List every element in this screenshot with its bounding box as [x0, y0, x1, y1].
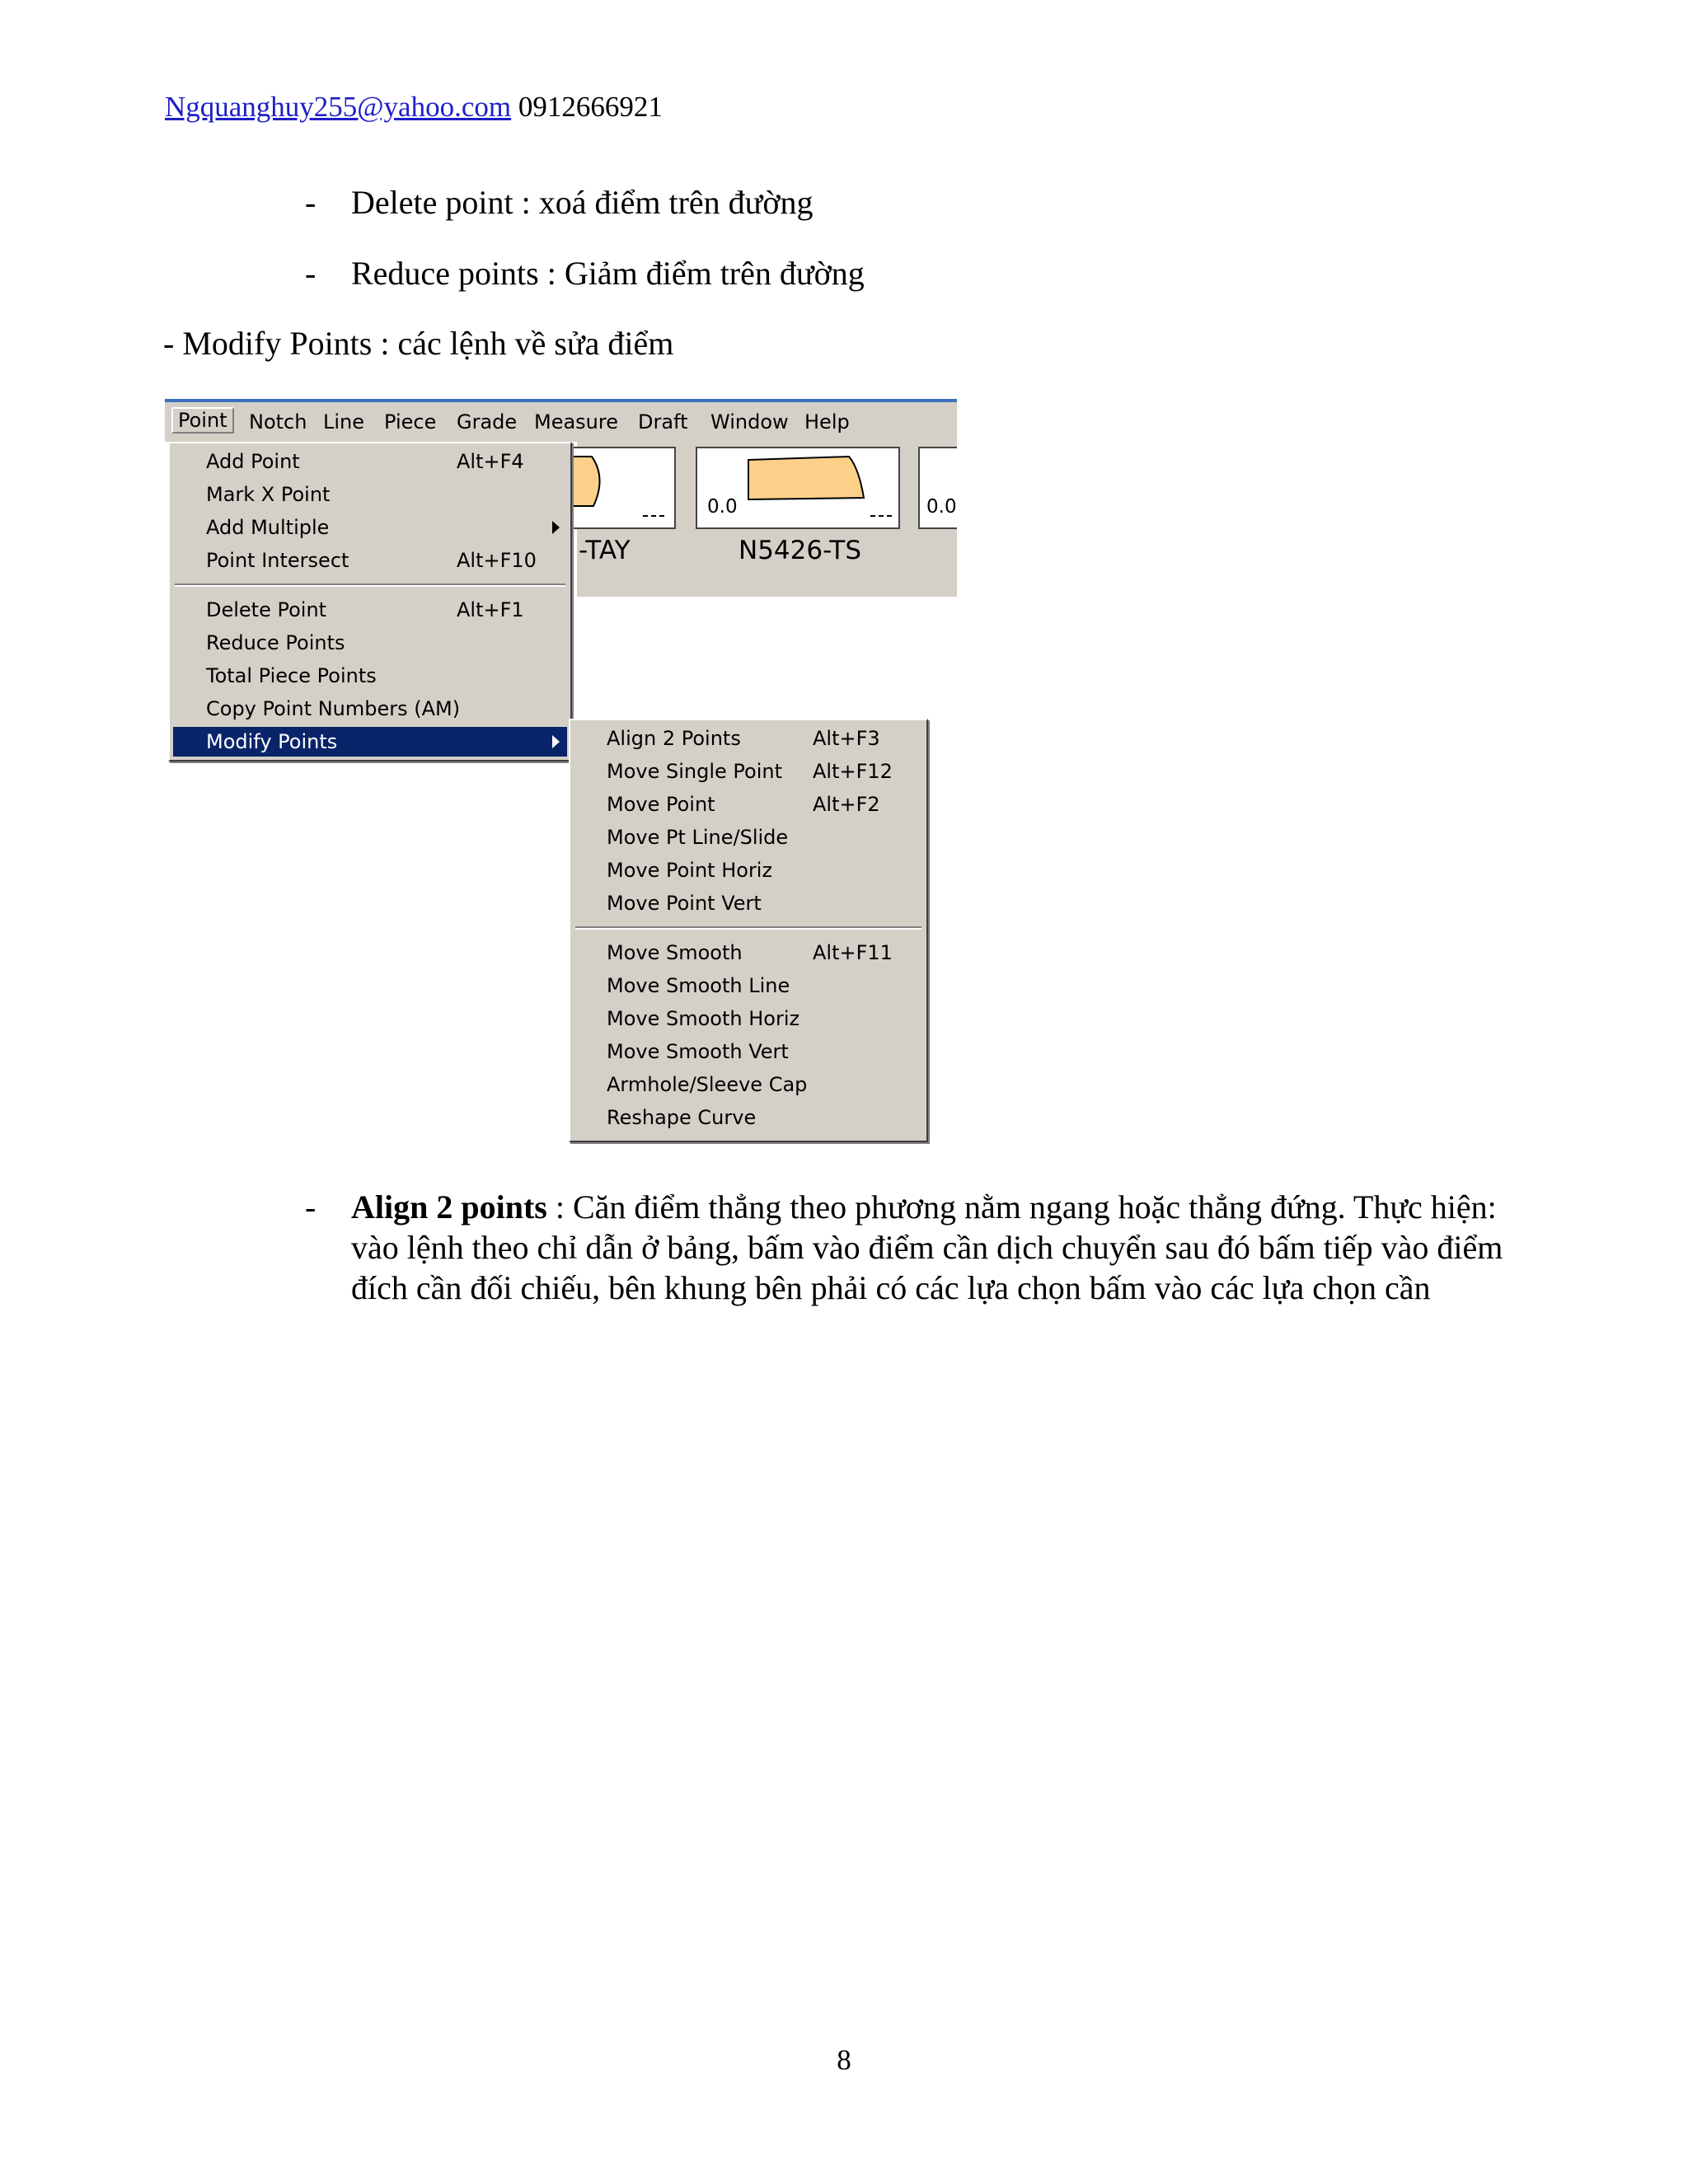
menu-measure[interactable]: Measure: [534, 410, 618, 434]
align-term: Align 2 points: [351, 1188, 547, 1226]
align-description: - Align 2 points : Căn điểm thẳng theo phương nằm ngang hoặc thẳng đứng. Thực hiện: vào lệnh theo chỉ dẫn ở bảng, bấm vào điểm cần dịch chuyển sau đó bấm tiếp vào điểm đích cần đối chiếu, bên khung bên phải có các lựa chọn bấm vào các lựa chọn cần: [305, 1188, 1503, 1306]
section-heading: - Modify Points : các lệnh về sửa điểm: [163, 325, 674, 362]
menu-item-total-piece-points[interactable]: Total Piece Points: [206, 664, 377, 687]
menu-separator: [575, 926, 921, 930]
piece-pane-2[interactable]: [696, 447, 900, 529]
menu-screenshot: [165, 399, 957, 1149]
menu-item-move-single-point[interactable]: Move Single Point Alt+F12: [607, 760, 893, 783]
menu-item-move-point-vert[interactable]: Move Point Vert: [607, 892, 762, 915]
menu-item-add-point[interactable]: Add Point Alt+F4: [206, 450, 524, 473]
menu-item-move-smooth-horiz[interactable]: Move Smooth Horiz: [607, 1007, 800, 1030]
menu-item-move-smooth-line[interactable]: Move Smooth Line: [607, 974, 790, 997]
submenu-arrow-icon: [552, 735, 560, 748]
piece-pane-1[interactable]: [559, 447, 676, 529]
menu-separator: [175, 583, 565, 587]
menu-item-move-pt-line-slide[interactable]: Move Pt Line/Slide: [607, 826, 789, 849]
menu-item-move-smooth[interactable]: Move Smooth Alt+F11: [607, 941, 893, 964]
align-text: : Căn điểm thẳng theo phương nằm ngang hoặc thẳng đứng. Thực hiện: vào lệnh theo chỉ dẫn ở bảng, bấm vào điểm cần dịch chuyển sau đó bấm tiếp vào điểm đích cần đối chiếu, bên khung bên phải có các lựa chọn bấm vào các lựa chọn cần: [351, 1188, 1503, 1306]
menu-piece[interactable]: Piece: [384, 410, 437, 434]
phone-number: 0912666921: [518, 91, 663, 123]
piece-shape-icon: [560, 448, 676, 527]
menu-item-modify-points[interactable]: Modify Points: [173, 727, 567, 757]
email-link[interactable]: Ngquanghuy255@yahoo.com: [165, 91, 512, 123]
menu-help[interactable]: Help: [804, 410, 850, 434]
menu-grade[interactable]: Grade: [457, 410, 518, 434]
menu-item-move-point-horiz[interactable]: Move Point Horiz: [607, 859, 773, 882]
menu-bar: [165, 399, 957, 442]
modify-points-submenu: [569, 719, 928, 1142]
piece-value: 0.0: [926, 496, 957, 518]
menu-item-reduce-points[interactable]: Reduce Points: [206, 631, 345, 654]
point-dropdown: [168, 442, 572, 762]
menu-item-point-intersect[interactable]: Point Intersect Alt+F10: [206, 549, 537, 572]
menu-item-align-2-points[interactable]: Align 2 Points Alt+F3: [607, 727, 880, 750]
page-number: 8: [837, 2044, 851, 2076]
menu-item-reshape-curve[interactable]: Reshape Curve: [607, 1106, 757, 1129]
submenu-arrow-icon: [552, 521, 560, 534]
menu-line[interactable]: Line: [323, 410, 365, 434]
menu-item-move-point[interactable]: Move Point Alt+F2: [607, 793, 880, 816]
menu-window[interactable]: Window: [710, 410, 789, 434]
piece-pane-3[interactable]: [918, 447, 957, 529]
menu-notch[interactable]: Notch: [249, 410, 307, 434]
piece-label: N5426-TS: [738, 536, 862, 565]
piece-value: 0.0: [707, 496, 738, 518]
piece-label: -TAY: [579, 536, 631, 565]
menu-item-add-multiple[interactable]: Add Multiple: [173, 513, 567, 542]
menu-item-mark-x-point[interactable]: Mark X Point: [206, 483, 331, 506]
menu-item-copy-point-numbers[interactable]: Copy Point Numbers (AM): [206, 697, 461, 720]
menu-item-delete-point[interactable]: Delete Point Alt+F1: [206, 598, 524, 621]
menu-item-armhole-sleeve-cap[interactable]: Armhole/Sleeve Cap: [607, 1073, 808, 1096]
menu-draft[interactable]: Draft: [638, 410, 688, 434]
page-header: [165, 91, 663, 124]
menu-item-move-smooth-vert[interactable]: Move Smooth Vert: [607, 1040, 789, 1063]
menu-point[interactable]: Point: [171, 407, 234, 434]
